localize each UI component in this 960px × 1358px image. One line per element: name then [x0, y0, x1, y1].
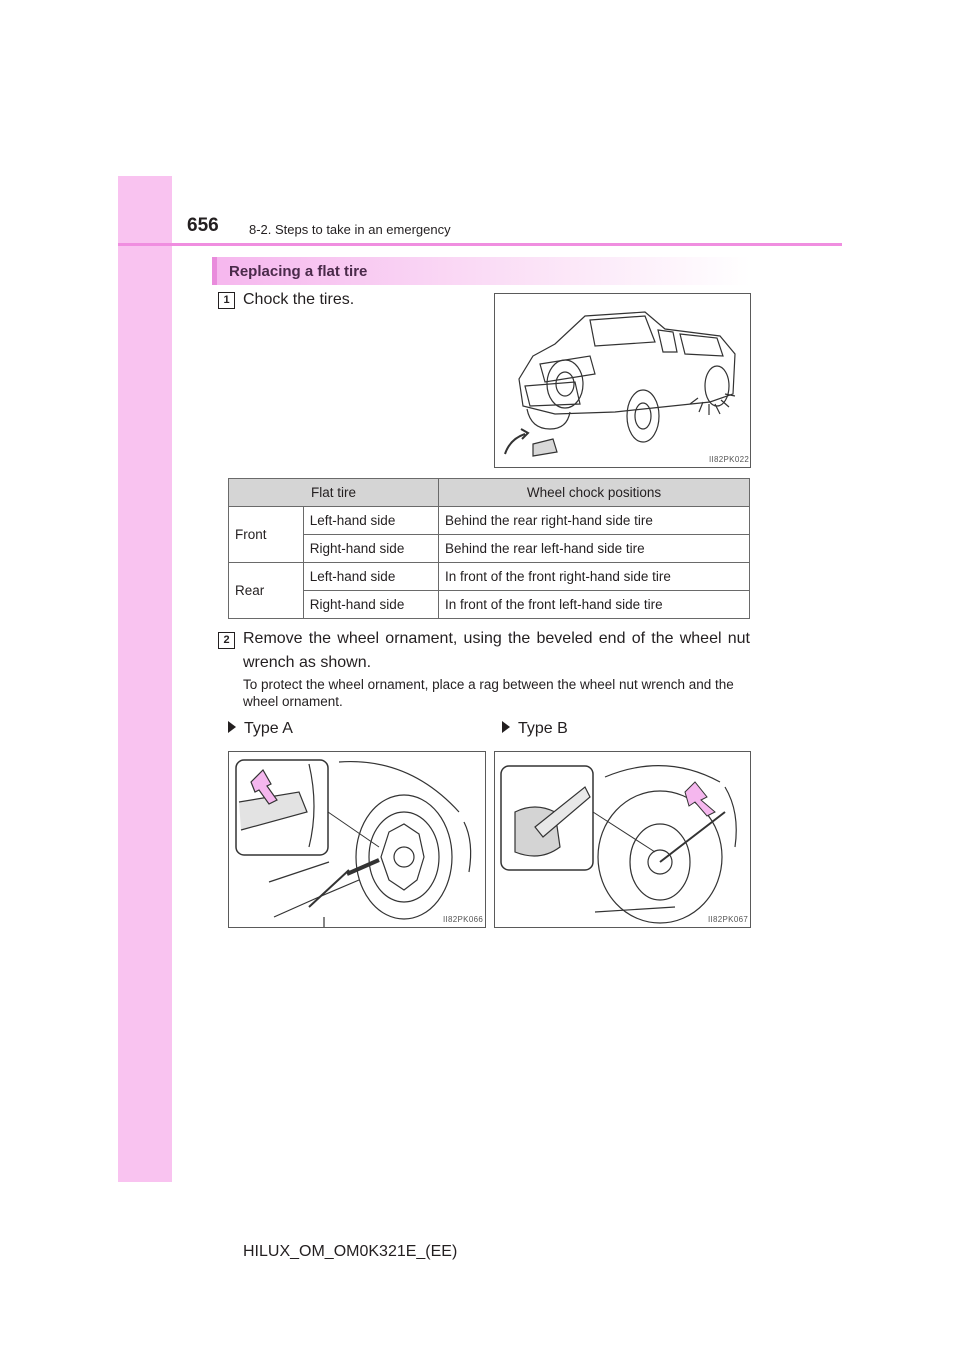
table-cell-position: Behind the rear right-hand side tire — [439, 507, 750, 535]
triangle-bullet-icon — [502, 721, 510, 733]
table-cell-position: Behind the rear left-hand side tire — [439, 535, 750, 563]
wheel-ornament-removal-type-a-icon — [229, 752, 485, 927]
figure-code: II82PK022 — [709, 455, 750, 464]
truck-wheel-chock-illustration-icon — [495, 294, 750, 467]
table-cell-position: In front of the front right-hand side tire — [439, 563, 750, 591]
footer-doc-id: HILUX_OM_OM0K321E_(EE) — [243, 1243, 458, 1260]
table-cell-side: Right-hand side — [303, 535, 438, 563]
table-cell-side: Left-hand side — [303, 507, 438, 535]
step-number-1: 1 — [218, 292, 235, 309]
type-a-label-text: Type A — [244, 720, 293, 737]
side-tab — [118, 176, 172, 1182]
step-number-2: 2 — [218, 632, 235, 649]
figure-code: II82PK067 — [708, 915, 749, 924]
wheel-ornament-removal-type-b-icon — [495, 752, 750, 927]
table-cell-side: Right-hand side — [303, 591, 438, 619]
triangle-bullet-icon — [228, 721, 236, 733]
step-2-text: Remove the wheel ornament, using the beveled end of the wheel nut wrench as shown. — [243, 630, 750, 671]
page-number: 656 — [187, 215, 219, 236]
table-header-flat-tire: Flat tire — [229, 479, 439, 507]
table-cell-position: In front of the front left-hand side tire — [439, 591, 750, 619]
type-b-label — [502, 720, 568, 738]
table-row — [229, 507, 750, 535]
figure-code: II82PK066 — [443, 915, 484, 924]
table-group-front: Front — [229, 507, 304, 563]
table-row — [229, 535, 750, 563]
type-b-label-text: Type B — [518, 720, 568, 737]
type-a-figure — [228, 751, 486, 928]
truck-figure — [494, 293, 751, 468]
chapter-title: 8-2. Steps to take in an emergency — [249, 222, 451, 237]
header-rule — [118, 243, 842, 246]
type-a-label — [228, 720, 293, 738]
section-header — [212, 257, 750, 285]
step-2-note: To protect the wheel ornament, place a rag between the wheel nut wrench and the wheel ornament. — [243, 677, 734, 709]
table-group-rear: Rear — [229, 563, 304, 619]
wheel-chock-table — [228, 478, 750, 619]
step-1-text: Chock the tires. — [243, 291, 355, 308]
table-row — [229, 591, 750, 619]
section-title: Replacing a flat tire — [229, 263, 368, 280]
table-row — [229, 563, 750, 591]
type-b-figure — [494, 751, 751, 928]
table-header-chock-positions: Wheel chock positions — [439, 479, 750, 507]
table-cell-side: Left-hand side — [303, 563, 438, 591]
